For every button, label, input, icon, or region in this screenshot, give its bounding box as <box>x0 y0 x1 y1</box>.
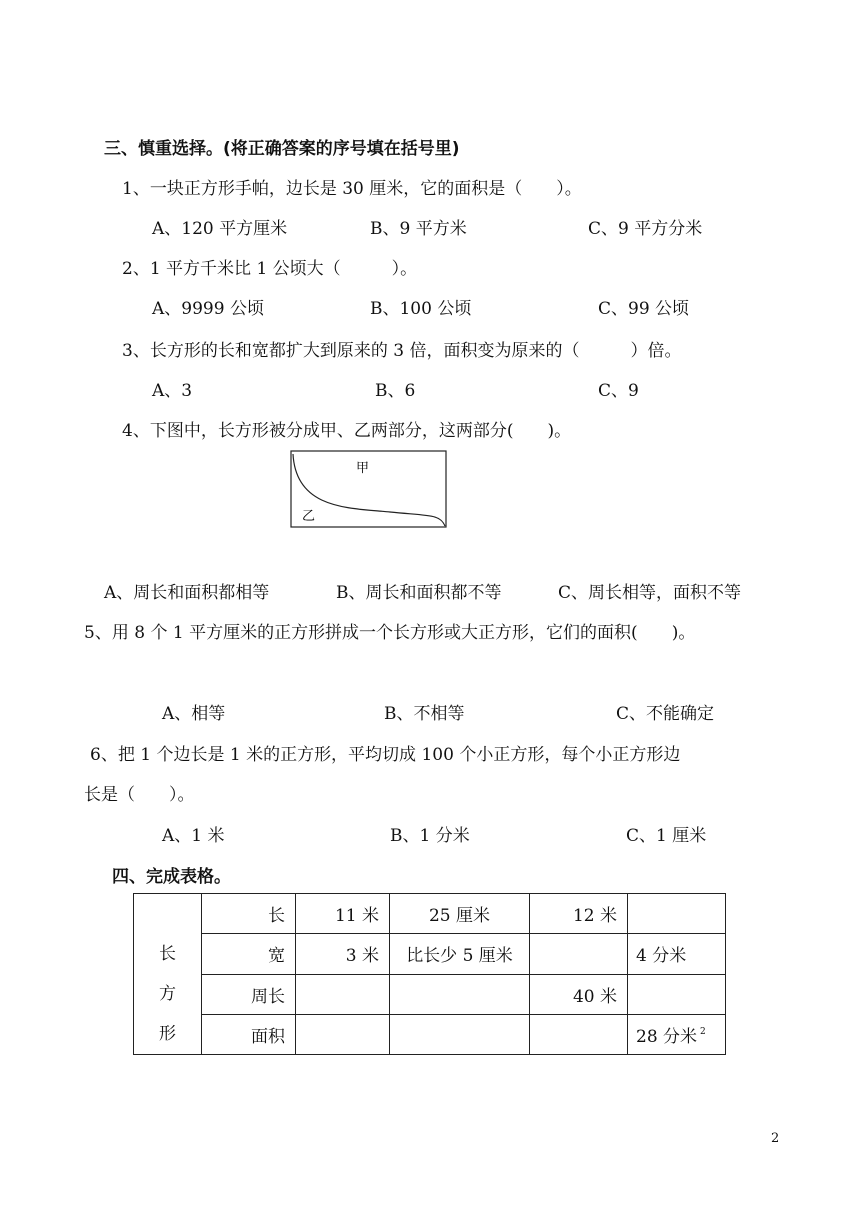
shape-char-1: 长 <box>159 944 176 964</box>
label-yi: 乙 <box>302 509 316 524</box>
question-6-line-1: 6、把 1 个边长是 1 米的正方形，平均切成 100 个小正方形，每个小正方形边 <box>90 745 681 765</box>
table-row-area <box>134 1014 726 1054</box>
question-2: 2、1 平方千米比 1 公顷大（ ）。 <box>122 259 418 279</box>
table-cell: 12 米 <box>530 894 628 934</box>
q3-option-a: A、3 <box>152 381 193 401</box>
q4-option-a: A、周长和面积都相等 <box>104 583 270 603</box>
table-cell: 比长少 5 厘米 <box>390 934 530 974</box>
shape-char-2: 方 <box>159 984 176 1004</box>
question-6-line-2: 长是（ ）。 <box>84 785 195 805</box>
q1-option-a: A、120 平方厘米 <box>152 219 288 239</box>
table-cell <box>530 934 628 974</box>
table-row-length <box>134 894 726 934</box>
q3-option-b: B、6 <box>375 381 416 401</box>
table-cell <box>530 1014 628 1054</box>
q5-option-a: A、相等 <box>162 704 226 724</box>
table-cell: 4 分米 <box>628 934 726 974</box>
table-cell: 40 米 <box>530 974 628 1014</box>
q5-option-b: B、不相等 <box>384 704 465 724</box>
q2-option-b: B、100 公顷 <box>370 299 472 319</box>
shape-char-3: 形 <box>159 1024 176 1044</box>
table-cell-area <box>628 1014 726 1054</box>
table-cell <box>628 894 726 934</box>
q4-rectangle-diagram <box>290 450 450 530</box>
spacer <box>140 894 195 934</box>
question-4: 4、下图中，长方形被分成甲、乙两部分，这两部分( )。 <box>122 421 572 441</box>
q5-option-c: C、不能确定 <box>616 704 715 724</box>
table-cell: 11 米 <box>296 894 390 934</box>
question-5: 5、用 8 个 1 平方厘米的正方形拼成一个长方形或大正方形，它们的面积( )。 <box>84 623 696 643</box>
q1-option-c: C、9 平方分米 <box>588 219 703 239</box>
area-value: 28 分米 <box>636 1026 698 1047</box>
label-jia: 甲 <box>356 461 370 476</box>
rectangle-table <box>133 893 726 1055</box>
row-label: 面积 <box>202 1014 296 1054</box>
table-cell <box>390 1014 530 1054</box>
q2-option-a: A、9999 公顷 <box>152 299 264 319</box>
question-3: 3、长方形的长和宽都扩大到原来的 3 倍，面积变为原来的（ ）倍。 <box>122 341 682 361</box>
page-number: 2 <box>771 1131 780 1146</box>
table-cell <box>390 974 530 1014</box>
table-row-perimeter <box>134 974 726 1014</box>
question-1: 1、一块正方形手帕，边长是 30 厘米，它的面积是（ ）。 <box>122 179 582 199</box>
q3-option-c: C、9 <box>598 381 639 401</box>
table-cell: 25 厘米 <box>390 894 530 934</box>
table-cell <box>628 974 726 1014</box>
q6-option-a: A、1 米 <box>162 826 225 846</box>
q2-option-c: C、99 公顷 <box>598 299 690 319</box>
row-label: 长 <box>202 894 296 934</box>
table-row-width <box>134 934 726 974</box>
table-cell <box>296 1014 390 1054</box>
shape-label-cell <box>134 894 202 1055</box>
table-cell: 3 米 <box>296 934 390 974</box>
q4-option-b: B、周长和面积都不等 <box>336 583 502 603</box>
table-cell <box>296 974 390 1014</box>
area-superscript: 2 <box>700 1026 706 1037</box>
q6-option-c: C、1 厘米 <box>626 826 707 846</box>
q4-option-c: C、周长相等，面积不等 <box>558 583 742 603</box>
section-4-heading: 四、完成表格。 <box>112 867 231 887</box>
row-label: 周长 <box>202 974 296 1014</box>
q6-option-b: B、1 分米 <box>390 826 470 846</box>
section-3-heading: 三、慎重选择。(将正确答案的序号填在括号里) <box>104 139 460 159</box>
q1-option-b: B、9 平方米 <box>370 219 467 239</box>
row-label: 宽 <box>202 934 296 974</box>
